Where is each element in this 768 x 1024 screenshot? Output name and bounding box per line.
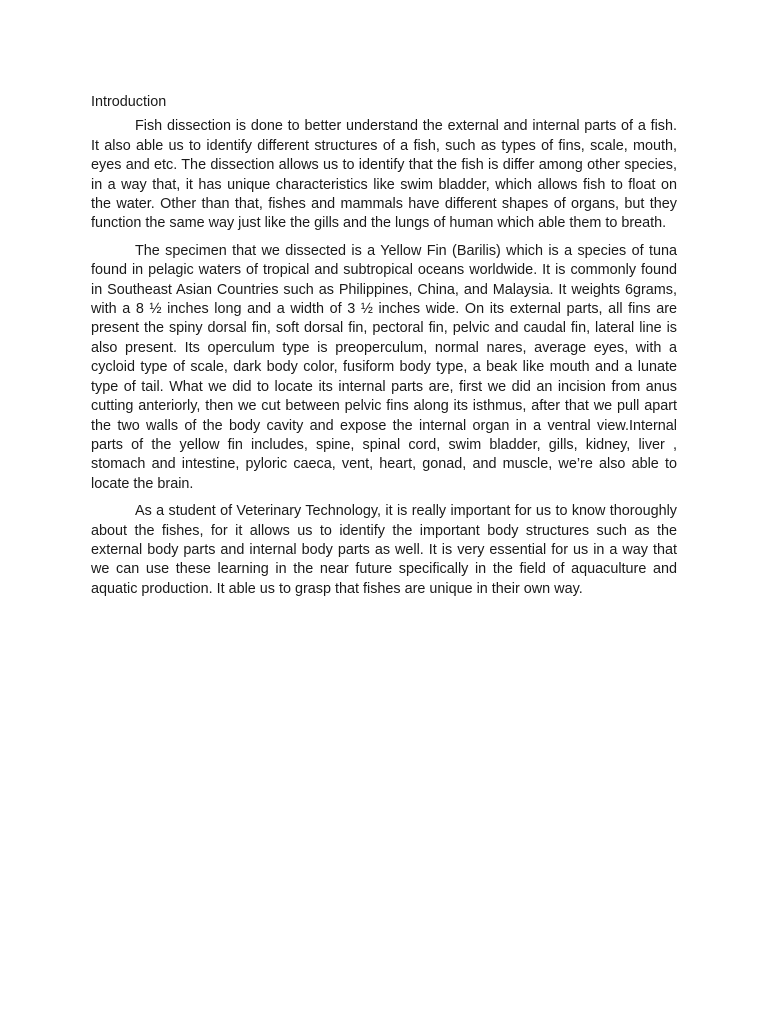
section-heading: Introduction [91, 94, 167, 110]
paragraph-fish-dissection: Fish dissection is done to better understand the external and internal parts of a fish. It also able us to identify different structures of a fish, such as types of fins, scale, mouth, eyes and etc. The dissection allows us to identify that the fish is differ among other species, in a way that, it has unique characteristics like swim bladder, which allows fish to float on the water. Other than that, fishes and mammals have different shapes of organs, but they function the same way just like the gills and the lungs of human which able them to breath. [91, 118, 677, 232]
paragraph-specimen: The specimen that we dissected is a Yellow Fin (Barilis) which is a species of tuna found in pelagic waters of tropical and subtropical oceans worldwide. It is commonly found in Southeast Asian Countries such as Philippines, China, and Malaysia. It weights 6grams, with a 8 ½ inches long and a width of 3 ½ inches wide. On its external parts, all fins are present the spiny dorsal fin, soft dorsal fin, pectoral fin, pelvic and caudal fin, lateral line is also present. Its operculum type is preoperculum, normal nares, average eyes, with a cycloid type of scale, dark body color, fusiform body type, a beak like mouth and a lunate type of tail. What we did to locate its internal parts are, first we did an incision from anus cutting anteriorly, then we cut between pelvic fins along its isthmus, after that we pull apart the two walls of the body cavity and expose the internal organ in a ventral view.Internal parts of the yellow fin includes, spine, spinal cord, swim bladder, gills, kidney, liver , stomach and intestine, pyloric caeca, vent, heart, gonad, and muscle, we’re also able to locate the brain. [91, 242, 677, 492]
document-body [91, 93, 677, 607]
paragraph-veterinary-technology: As a student of Veterinary Technology, it is really important for us to know thoroughly about the fishes, for it allows us to identify the important body structures such as the external body parts and internal body parts as well. It is very essential for us in a way that we can use these learning in the near future specifically in the field of aquaculture and aquatic production. It able us to grasp that fishes are unique in their own way. [91, 503, 677, 597]
